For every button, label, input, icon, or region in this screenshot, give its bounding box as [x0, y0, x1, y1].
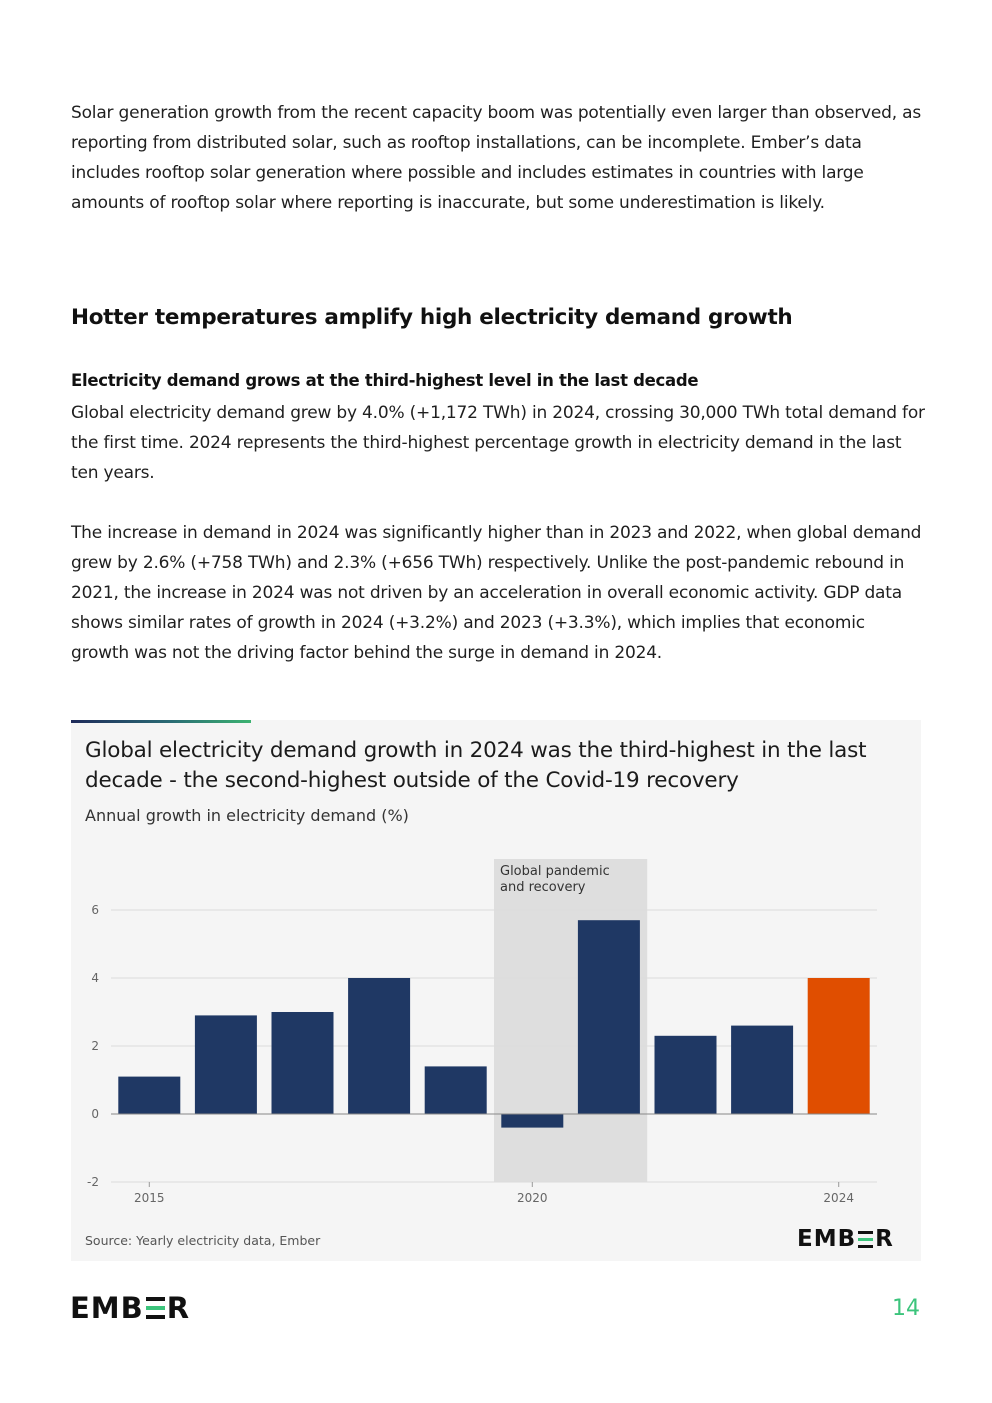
- bar-2016: [195, 1015, 257, 1114]
- y-tick-label: 2: [91, 1039, 99, 1053]
- chart-title: Global electricity demand growth in 2024 was the third-highest in the last decade - the second-highest outside of the Covid-19 recovery: [85, 738, 867, 793]
- bar-2015: [118, 1077, 180, 1114]
- y-axis-ticks: [87, 903, 99, 1189]
- intro-paragraph: Solar generation growth from the recent capacity boom was potentially even larger than observed, as reporting from distributed solar, such as rooftop installations, can be incomplete. Ember’s data includes rooftop solar generation where possible and includes estimates in countries with large amounts of rooftop solar where reporting is inaccurate, but some underestimation is likely.: [71, 103, 922, 213]
- footer-logo-e-mark: [146, 1297, 165, 1319]
- bar-2018: [348, 978, 410, 1114]
- bar-2017: [272, 1012, 334, 1114]
- y-tick-label: 6: [91, 903, 99, 917]
- bar-2019: [425, 1066, 487, 1114]
- footer-logo-text-1: EMB: [70, 1291, 144, 1325]
- chart-logo-e-mark: [858, 1231, 873, 1248]
- footer-ember-logo: [70, 1291, 190, 1325]
- bar-chart: [71, 720, 921, 1261]
- chart-ember-logo: [797, 1226, 894, 1252]
- bar-2020: [501, 1114, 563, 1128]
- paragraph-demand-comparison: The increase in demand in 2024 was significantly higher than in 2023 and 2022, when global demand grew by 2.6% (+758 TWh) and 2.3% (+656 TWh) respectively. Unlike the post-pandemic rebound in 2021, the increase in 2024 was not driven by an acceleration in overall economic activity. GDP data shows similar rates of growth in 2024 (+3.2%) and 2023 (+3.3%), which implies that economic growth was not the driving factor behind the surge in demand in 2024.: [71, 523, 922, 663]
- bar-2021: [578, 920, 640, 1114]
- y-tick-label: -2: [87, 1175, 99, 1189]
- bar-2023: [731, 1026, 793, 1114]
- page-number: 14: [892, 1296, 920, 1321]
- x-axis-ticks: [134, 1182, 854, 1205]
- y-tick-label: 4: [91, 971, 99, 985]
- y-tick-label: 0: [91, 1107, 99, 1121]
- section-heading: Hotter temperatures amplify high electricity demand growth: [71, 305, 793, 330]
- chart-card: [71, 720, 921, 1261]
- bar-2024: [808, 978, 870, 1114]
- pandemic-label-line-2: and recovery: [500, 880, 586, 895]
- bar-2022: [655, 1036, 717, 1114]
- x-tick-label: 2024: [823, 1191, 854, 1205]
- chart-subtitle: Annual growth in electricity demand (%): [85, 806, 409, 825]
- chart-source: Source: Yearly electricity data, Ember: [85, 1233, 321, 1248]
- chart-logo-text-2: R: [875, 1226, 894, 1252]
- pandemic-label-line-1: Global pandemic: [500, 864, 610, 879]
- x-tick-label: 2020: [517, 1191, 548, 1205]
- paragraph-demand-growth: Global electricity demand grew by 4.0% (+1,172 TWh) in 2024, crossing 30,000 TWh total demand for the first time. 2024 represents the third-highest percentage growth in electricity demand in the last ten years.: [71, 403, 925, 483]
- x-tick-label: 2015: [134, 1191, 165, 1205]
- chart-logo-text-1: EMB: [797, 1226, 857, 1252]
- footer-logo-text-2: R: [166, 1291, 191, 1325]
- subsection-heading: Electricity demand grows at the third-highest level in the last decade: [71, 371, 699, 390]
